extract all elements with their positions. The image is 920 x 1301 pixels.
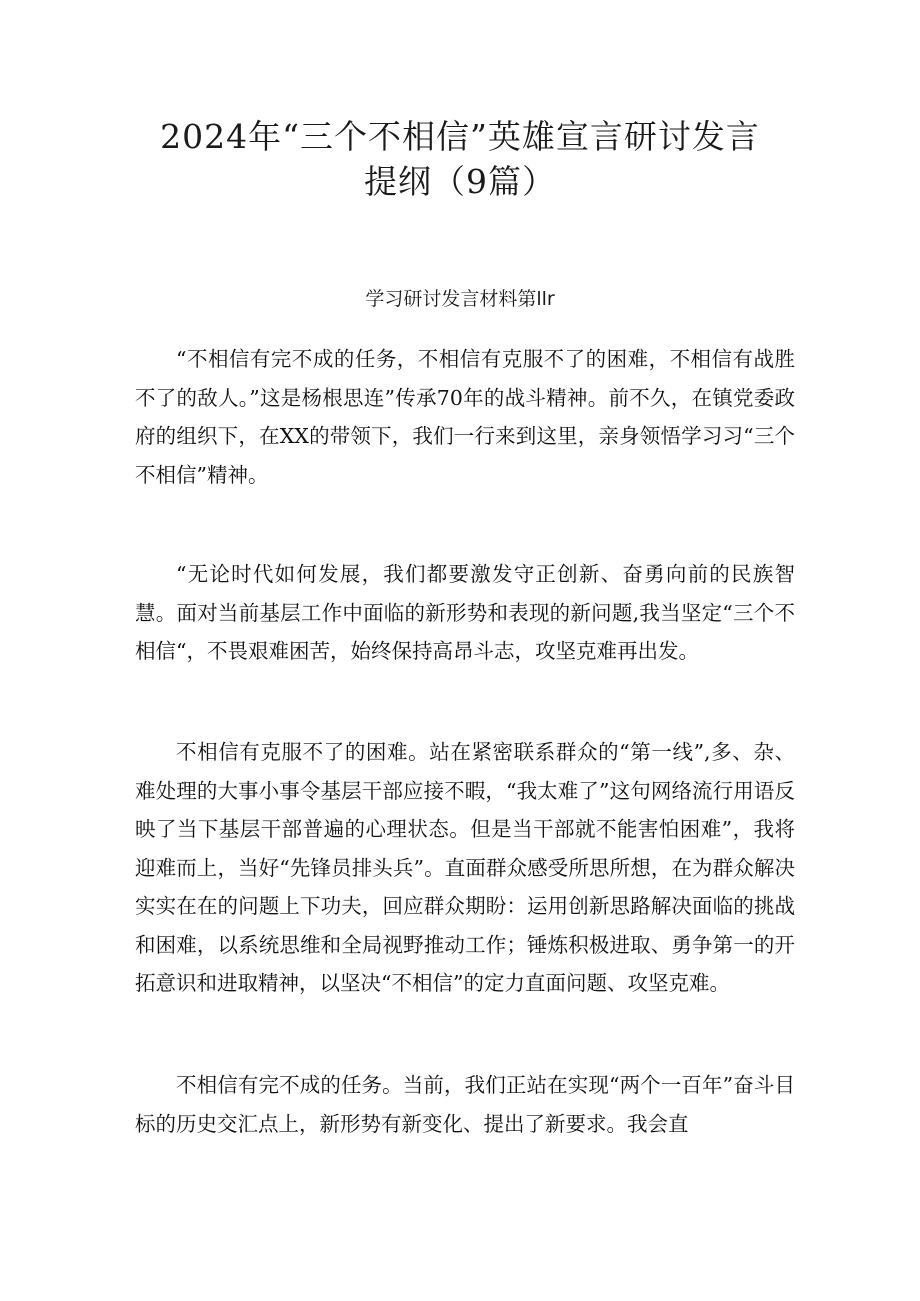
body-paragraph-3: 不相信有克服不了的困难。站在紧密联系群众的“第一线”,多、杂、难处理的大事小事令基层干部应接不暇，“我太难了”这句网络流行用语反映了当下基层干部普遍的心理状态。但是当干部就不能害怕困难”，我将迎难而上，当好“先锋员排头兵”。直面群众感受所思所想，在为群众解决实实在在的问题上下功夫，回应群众期盼：运用创新思路解决面临的挑战和困难，以系统思维和全局视野推动工作；锤炼积极进取、勇争第一的开拓意识和进取精神，以坚决“不相信”的定力直面问题、攻坚克难。 [135, 740, 795, 995]
body-paragraph-4: 不相信有完不成的任务。当前，我们正站在实现“两个一百年”奋斗目标的历史交汇点上，新形势有新变化、提出了新要求。我会直 [135, 1073, 795, 1136]
section-subtitle: 学习研讨发言材料第llr [365, 288, 555, 310]
document-title-line-1: 2024年“三个不相信”英雄宣言研讨发言 [160, 117, 760, 156]
body-paragraph-2: “无论时代如何发展，我们都要激发守正创新、奋勇向前的民族智慧。面对当前基层工作中面临的新形势和表现的新问题,我当坚定“三个不相信“，不畏艰难困苦，始终保持高昂斗志，攻坚克难再出发。 [135, 562, 795, 663]
document-title-line-2: 提纲（9篇） [364, 162, 556, 201]
body-paragraph-1: “不相信有完不成的任务，不相信有克服不了的困难，不相信有战胜不了的敌人。”这是杨根思连”传承70年的战斗精神。前不久，在镇党委政府的组织下，在XX的带领下，我们一行来到这里，亲身领悟学习习“三个不相信”精神。 [135, 347, 795, 487]
